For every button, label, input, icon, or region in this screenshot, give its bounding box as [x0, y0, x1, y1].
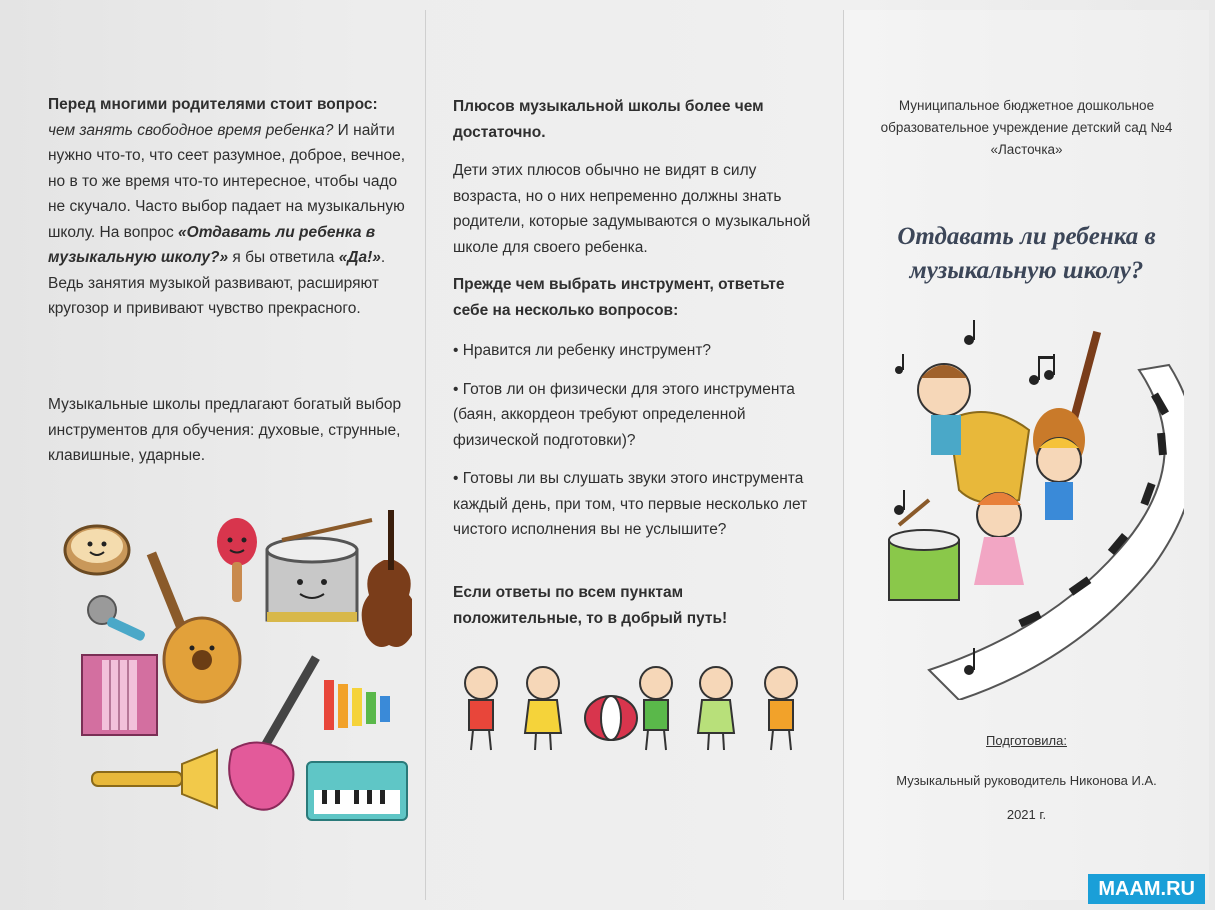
guitar-icon: [147, 552, 240, 702]
prepared-label: Подготовила:: [986, 733, 1067, 748]
maracas-icon: [217, 518, 257, 602]
xylophone-icon: [324, 680, 390, 730]
microphone-icon: [88, 596, 146, 642]
list-item: • Нравится ли ребенку инструмент?: [453, 342, 712, 359]
synthesizer-icon: [307, 762, 407, 820]
questions-list: [453, 338, 823, 556]
benefits-heading: Плюсов музыкальной школы более чем достаточно.: [453, 98, 764, 141]
intro-answer: «Да!»: [338, 249, 381, 266]
intro-question: чем занять свободное время ребенка?: [48, 121, 334, 139]
year-label: 2021 г.: [1006, 807, 1047, 822]
trumpet-icon: [92, 750, 217, 808]
children-musicians-icon: [451, 658, 811, 758]
list-item: • Готов ли он физически для этого инструмента (баян, аккордеон требуют определенной физической подготовки)?: [453, 380, 795, 449]
brochure-title: Отдавать ли ребенка в музыкальную школу?: [897, 223, 1156, 284]
tambourine-icon: [65, 526, 129, 574]
middle-panel: [425, 10, 836, 900]
violin-icon: [362, 510, 412, 647]
intro-paragraph: [48, 92, 408, 322]
conclusion-heading: Если ответы по всем пунктам положительные, то в добрый путь!: [453, 584, 728, 627]
organization-name: Муниципальное бюджетное дошкольное образовательное учреждение детский сад №4 «Ласточка»: [880, 98, 1173, 157]
cover-panel: [843, 10, 1209, 900]
drum-icon: [267, 520, 372, 622]
drum-icon: [889, 500, 959, 600]
accordion-icon: [82, 655, 157, 735]
watermark-logo: MAAM.RU: [1088, 874, 1205, 904]
questions-heading: Прежде чем выбрать инструмент, ответьте себе на несколько вопросов:: [453, 276, 785, 319]
cover-illustration: [869, 310, 1184, 700]
instruments-paragraph: Музыкальные школы предлагают богатый выбор инструментов для обучения: духовые, струнные, клавишные, ударные.: [48, 396, 402, 464]
intro-text: И найти нужно что-то, что сеет разумное, доброе, вечное, но в то же время что-то интересное, чтобы чадо не скучало. Часто выбор падает на музыкальную школу. На вопрос: [48, 121, 406, 241]
author-line: Музыкальный руководитель Никонова И.А.: [896, 773, 1157, 788]
instruments-illustration: [52, 500, 412, 840]
benefits-paragraph: Дети этих плюсов обычно не видят в силу возраста, но о них непременно должны знать родители, которые задумываются о музыкальной школе для своего ребенка.: [453, 162, 811, 256]
intro-brochure-question: «Отдавать ли ребенка в музыкальную школу?»: [48, 223, 376, 266]
left-panel: [22, 10, 418, 900]
list-item: • Готовы ли вы слушать звуки этого инструмента каждый день, при том, что первые несколько лет чистого исполнения вы не услышите?: [453, 470, 808, 538]
intro-text-3: . Ведь занятия музыкой развивают, расширяют кругозор и прививают чувство прекрасного.: [48, 249, 386, 317]
intro-text-2: я бы ответила: [228, 249, 339, 266]
intro-lead: Перед многими родителями стоит вопрос:: [48, 96, 378, 113]
